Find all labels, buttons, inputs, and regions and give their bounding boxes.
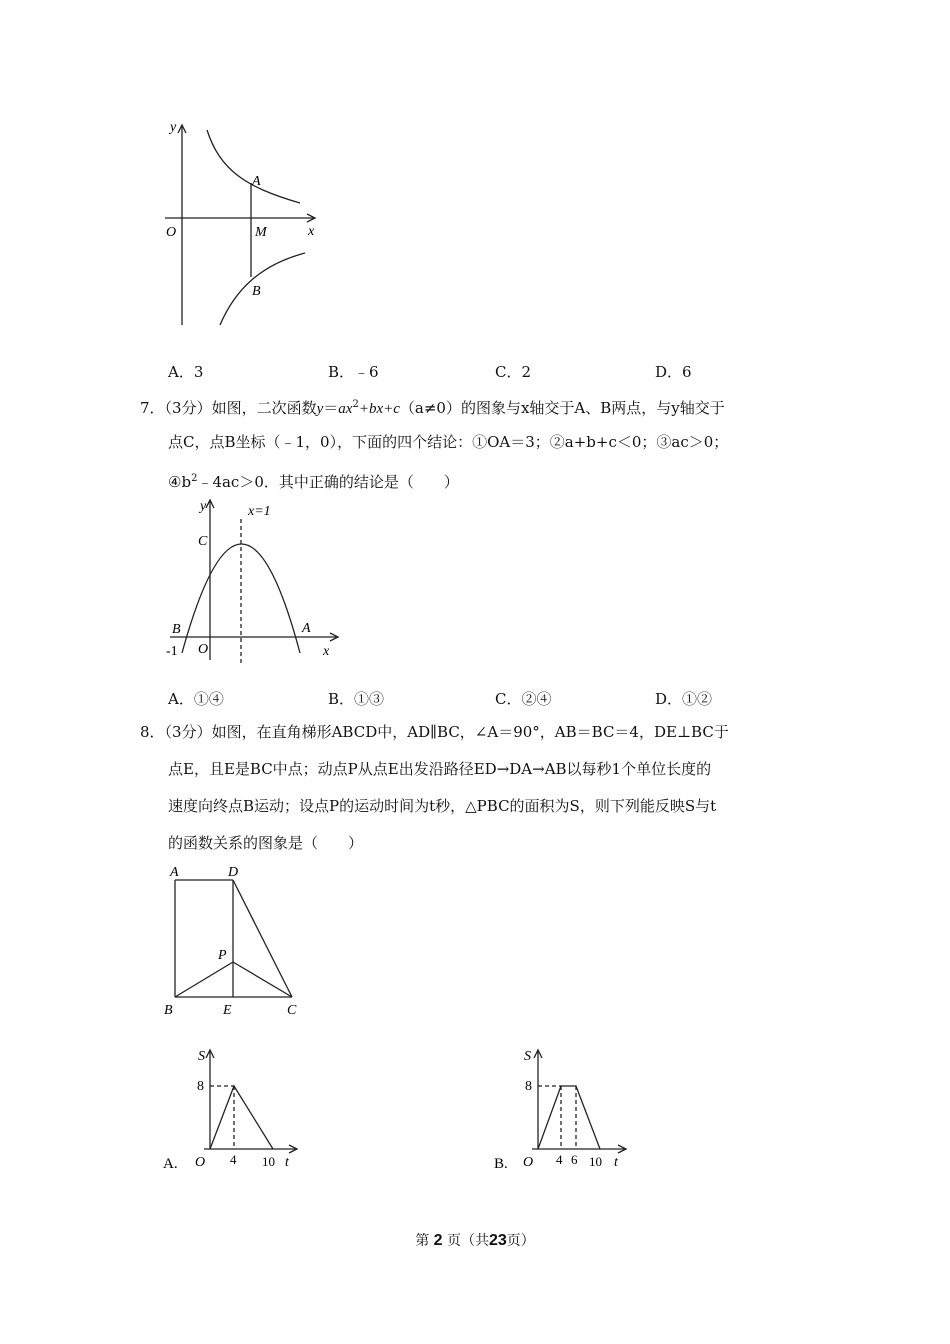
q7-text: ④b bbox=[168, 473, 192, 491]
q7-func: y bbox=[316, 401, 324, 417]
q8-number: 8． bbox=[140, 723, 165, 741]
q7-label-y: y bbox=[200, 499, 207, 514]
q8a-label-S: S bbox=[198, 1049, 205, 1064]
q7-condition: （a≠0） bbox=[399, 399, 461, 417]
q7-figure bbox=[160, 495, 345, 665]
q8-label-P: P bbox=[218, 948, 227, 963]
q6-label-x: x bbox=[308, 224, 315, 239]
q7-func-sup: 2 bbox=[352, 399, 359, 410]
q8b-label-6: 6 bbox=[571, 1152, 578, 1167]
q8-graph-b[interactable] bbox=[490, 1042, 640, 1172]
q6-label-M: M bbox=[255, 225, 267, 240]
q7-stem-line3 bbox=[168, 468, 459, 493]
q7-label-x: x bbox=[323, 644, 330, 659]
q7-label-axis-eq: x=1 bbox=[248, 504, 271, 519]
q8a-label-10: 10 bbox=[262, 1154, 275, 1169]
q6-option-d[interactable]: D．6 bbox=[655, 363, 692, 381]
q8-stem-line4: 的函数关系的图象是（ ） bbox=[168, 834, 364, 852]
q7-score: （3分） bbox=[164, 399, 212, 417]
q6-option-c[interactable]: C．2 bbox=[495, 363, 532, 381]
q8a-label-O: O bbox=[195, 1155, 206, 1170]
q7-option-c[interactable]: C．②④ bbox=[495, 690, 552, 708]
q7-sup: 2 bbox=[191, 473, 198, 484]
q7-label-O: O bbox=[198, 642, 209, 657]
q8b-label-O: O bbox=[523, 1155, 534, 1170]
q7-label-A: A bbox=[302, 621, 311, 636]
q8-segment-PB bbox=[175, 962, 233, 997]
q6-option-b[interactable]: B．﹣6 bbox=[328, 363, 379, 381]
q7-label-neg1: -1 bbox=[166, 644, 178, 659]
q8-stem-line3: 速度向终点B运动；设点P的运动时间为t秒，△PBC的面积为S，则下列能反映S与t bbox=[168, 797, 717, 815]
q8b-option-label[interactable]: B. bbox=[494, 1156, 508, 1172]
q8a-label-8: 8 bbox=[197, 1079, 204, 1094]
page-footer bbox=[0, 1230, 950, 1250]
q8-trapezoid-figure bbox=[160, 862, 310, 1022]
q8-label-D: D bbox=[228, 865, 239, 880]
q6-lower-curve bbox=[220, 253, 305, 325]
q7-option-d[interactable]: D．①② bbox=[655, 690, 713, 708]
q7-label-B: B bbox=[172, 622, 181, 637]
footer-page-number: 2 bbox=[433, 1232, 443, 1249]
q8-score: （3分） bbox=[164, 723, 212, 741]
q6-label-O: O bbox=[166, 225, 177, 240]
footer-text: 第 bbox=[415, 1233, 430, 1249]
q6-figure bbox=[150, 115, 330, 330]
q6-option-a[interactable]: A．3 bbox=[168, 363, 204, 381]
q8-stem-line2: 点E，且E是BC中点；动点P从点E出发沿路径ED→DA→AB以每秒1个单位长度的 bbox=[168, 760, 712, 778]
footer-text: 页） bbox=[506, 1233, 535, 1249]
q7-number: 7． bbox=[140, 399, 165, 417]
q7-option-a[interactable]: A．①④ bbox=[168, 690, 224, 708]
q8a-option-label[interactable]: A. bbox=[163, 1156, 178, 1172]
q8a-graph-line bbox=[210, 1086, 273, 1149]
q7-stem-line1 bbox=[140, 394, 725, 420]
q7-func: ＝ bbox=[323, 399, 339, 417]
q6-upper-curve bbox=[207, 130, 300, 203]
q8-stem-line1 bbox=[140, 721, 729, 743]
q8b-graph-line bbox=[538, 1086, 600, 1149]
q8a-label-4: 4 bbox=[230, 1152, 237, 1167]
q7-func: ax bbox=[338, 401, 353, 417]
q8b-label-S: S bbox=[524, 1049, 531, 1064]
q7-func: +bx+c bbox=[358, 401, 400, 417]
q7-text: 如图，二次函数 bbox=[211, 399, 317, 417]
q7-label-C: C bbox=[198, 534, 208, 549]
q8-label-E: E bbox=[223, 1003, 232, 1018]
q8b-label-4: 4 bbox=[556, 1152, 563, 1167]
q8b-label-10: 10 bbox=[589, 1154, 602, 1169]
q7-text: ﹣4ac＞0．其中正确的结论是（ ） bbox=[197, 473, 459, 491]
q8-label-A: A bbox=[170, 865, 179, 880]
q7-text: 的图象与x轴交于A、B两点，与y轴交于 bbox=[460, 399, 725, 417]
footer-total-pages: 23 bbox=[489, 1232, 507, 1249]
q8b-label-t: t bbox=[614, 1155, 618, 1170]
q8-text: 如图，在直角梯形ABCD中，AD∥BC，∠A＝90°，AB＝BC＝4，DE⊥BC于 bbox=[211, 723, 729, 741]
q7-stem-line2: 点C，点B坐标（﹣1，0），下面的四个结论：①OA＝3；②a+b+c＜0；③ac＞0； bbox=[168, 433, 729, 451]
q8-label-B: B bbox=[164, 1003, 173, 1018]
q6-label-B: B bbox=[252, 284, 261, 299]
q8a-label-t: t bbox=[285, 1155, 289, 1170]
q6-label-y: y bbox=[170, 120, 177, 135]
q8-label-C: C bbox=[287, 1003, 297, 1018]
q6-label-A: A bbox=[252, 174, 261, 189]
q7-option-b[interactable]: B．①③ bbox=[328, 690, 385, 708]
q8b-label-8: 8 bbox=[525, 1079, 532, 1094]
footer-text: 页（共 bbox=[447, 1233, 489, 1249]
q8-graph-a[interactable] bbox=[160, 1042, 305, 1172]
